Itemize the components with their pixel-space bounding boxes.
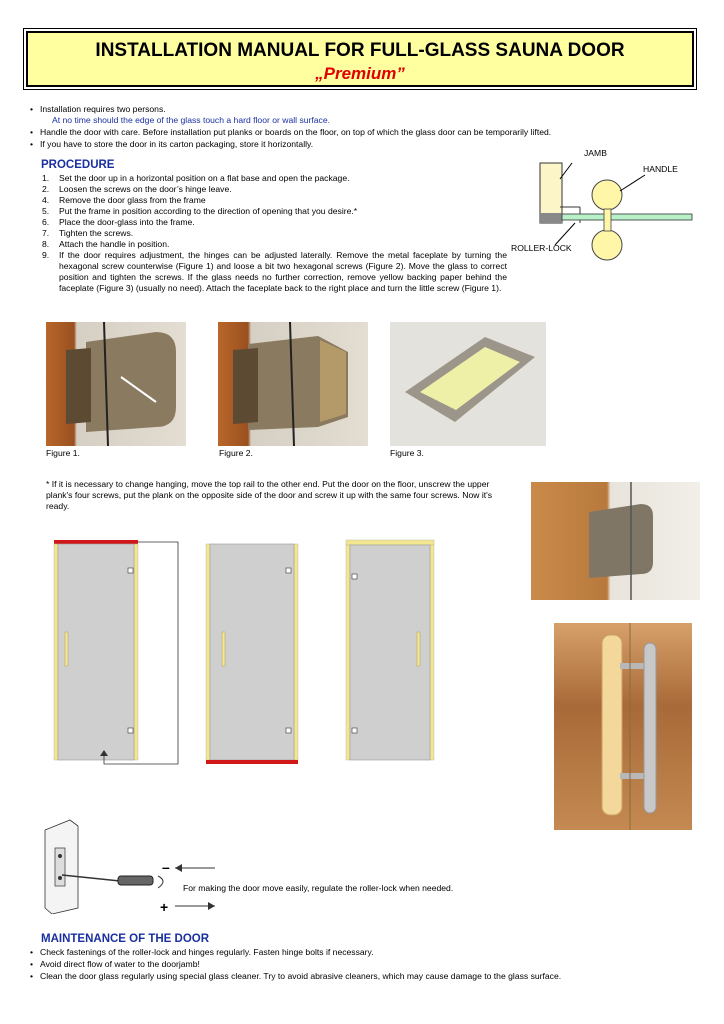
- intro-item-1: • Installation requires two persons.: [40, 104, 166, 115]
- roller-lock-adjust-illustration: [40, 818, 220, 914]
- step-text: If the door requires adjustment, the hinges can be adjusted laterally. Remove the metal faceplate by turning the hexagonal screw counterwise (Figure 1) and loose a bit two hexagonal screws (Figure 2). Move the glass to correct position and tighten the screws. If the glass needs no further correction, remove yellow backing paper behind the faceplate (Figure 3) (usually no need). Attach the faceplate back to the right place and turn the little screw (Figure 1).: [59, 250, 507, 293]
- step-number: 6.: [42, 217, 50, 227]
- step-text: Tighten the screws.: [59, 228, 134, 238]
- maintenance-heading: MAINTENANCE OF THE DOOR: [41, 933, 210, 945]
- step-number: 5.: [42, 206, 50, 216]
- step-number: 8.: [42, 239, 50, 249]
- step-number: 9.: [42, 250, 50, 260]
- page-subtitle: „Premium”: [315, 64, 405, 83]
- svg-text:+: +: [160, 899, 169, 914]
- step-text: Attach the handle in position.: [59, 239, 170, 249]
- maintenance-item-3: • Clean the door glass regularly using special glass cleaner. Try to avoid abrasive cleaners, which may cause damage to the glass surface.: [40, 971, 690, 982]
- svg-text:–: –: [162, 859, 170, 875]
- step-number: 2.: [42, 184, 50, 194]
- step-number: 4.: [42, 195, 50, 205]
- maintenance-item-2: • Avoid direct flow of water to the doorjamb!: [40, 959, 200, 970]
- step-text: Set the door up in a horizontal position on a flat base and open the package.: [59, 173, 350, 183]
- step-text: Put the frame in position according to the direction of opening that you desire.*: [59, 206, 358, 216]
- figure-3-caption: Figure 3.: [390, 448, 424, 458]
- figure-1-photo: [46, 322, 186, 446]
- roller-lock-diagram: [520, 155, 700, 265]
- roller-lock-note: For making the door move easily, regulate the roller-lock when needed.: [183, 883, 454, 893]
- hinge-closeup-photo: [531, 482, 700, 600]
- title-box: [26, 31, 694, 87]
- hanging-footnote: * If it is necessary to change hanging, move the top rail to the other end. Put the door on the floor, unscrew the upper plank's four screws, put the plank on the opposite side of the door and screw it up with the same four screws. Now it's ready.: [46, 479, 493, 511]
- step-text: Remove the door glass from the frame: [59, 195, 206, 205]
- page-title: INSTALLATION MANUAL FOR FULL-GLASS SAUNA DOOR: [95, 40, 625, 61]
- handle-label: HANDLE: [643, 164, 678, 174]
- figure-1-caption: Figure 1.: [46, 448, 80, 458]
- procedure-heading: PROCEDURE: [41, 159, 115, 171]
- hinge-closeup-graphic: [531, 482, 700, 600]
- figure-2-photo: [218, 322, 368, 446]
- step-text: Place the door-glass into the frame.: [59, 217, 195, 227]
- handle-photo: [554, 623, 692, 830]
- jamb-label: JAMB: [584, 148, 607, 158]
- maintenance-item-1: • Check fastenings of the roller-lock and hinges regularly. Fasten hinge bolts if necessary.: [40, 947, 374, 958]
- hinge-photo-graphic: [46, 322, 186, 446]
- intro-item-2: • Handle the door with care. Before installation put planks or boards on the floor, on top of which the glass door can be temporarily lifted.: [40, 127, 680, 138]
- step-number: 7.: [42, 228, 50, 238]
- step-text: Loosen the screws on the door’s hinge leave.: [59, 184, 232, 194]
- step-number: 1.: [42, 173, 50, 183]
- hinge-open-graphic: [218, 322, 368, 446]
- figure-2-caption: Figure 2.: [219, 448, 253, 458]
- door-hanging-diagram: [42, 530, 442, 775]
- glass-warning: At no time should the edge of the glass touch a hard floor or wall surface.: [52, 115, 331, 125]
- faceplate-graphic: [390, 322, 546, 446]
- figure-3-photo: [390, 322, 546, 446]
- intro-item-3: • If you have to store the door in its carton packaging, store it horizontally.: [40, 139, 313, 150]
- roller-lock-label: ROLLER-LOCK: [511, 243, 572, 253]
- handle-graphic: [554, 623, 692, 830]
